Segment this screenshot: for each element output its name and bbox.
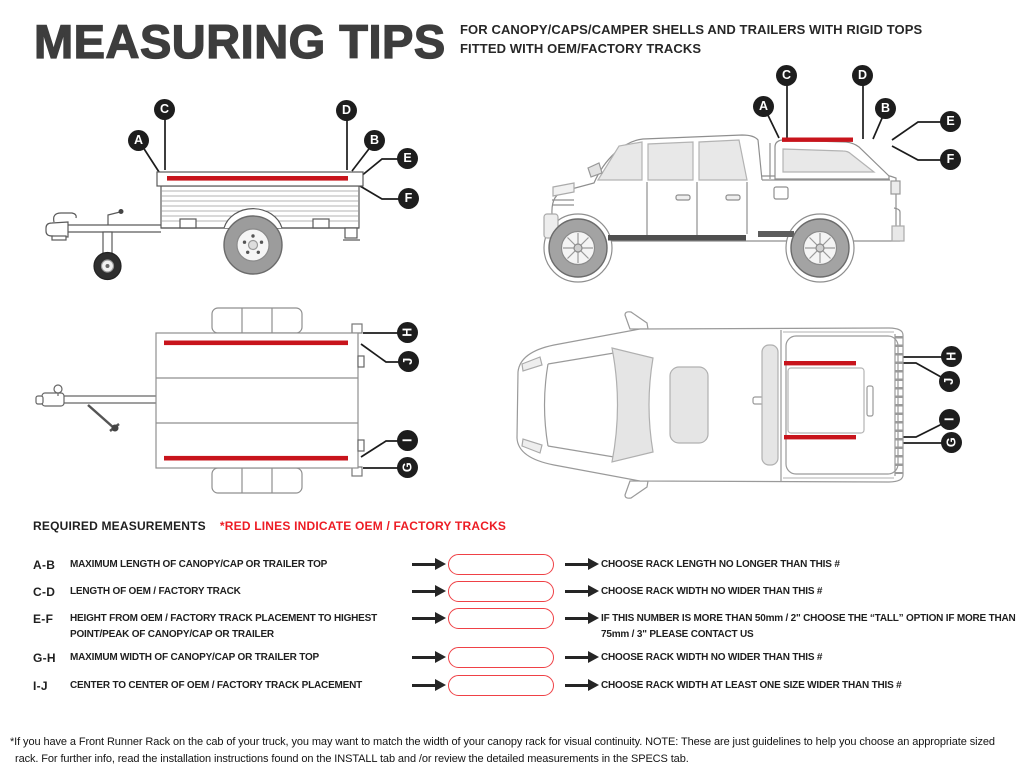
badge-letter: G [944, 437, 959, 448]
badge-letter: G [400, 462, 415, 473]
measurement-code: I-J [33, 679, 48, 693]
arrow-right-icon [565, 684, 588, 687]
legend-row [33, 519, 506, 533]
measurement-description: LENGTH OF OEM / FACTORY TRACK [70, 586, 241, 597]
arrow-right-icon [565, 590, 588, 593]
trailer-side-illustration [30, 85, 460, 300]
arrow-right-icon [412, 563, 435, 566]
badge-letter: J [401, 358, 416, 365]
badge-letter: E [403, 151, 412, 166]
badge-a [753, 96, 774, 117]
badge-letter: H [400, 327, 415, 338]
arrow-right-icon [412, 684, 435, 687]
badge-c [154, 99, 175, 120]
badge-h [941, 346, 962, 367]
badge-d [852, 65, 873, 86]
badge-letter: D [341, 103, 352, 118]
badge-letter: A [758, 99, 769, 114]
arrow-right-icon [565, 656, 588, 659]
badge-letter: I [400, 438, 415, 443]
badge-letter: D [857, 68, 868, 83]
footnote: *If you have a Front Runner Rack on the cab of your truck, you may want to match the width of your canopy rack for visual continuity. NOTE: These are just guidelines to help you choose an appropriate sized rack. For further info, read the installation instructions found on the INSTALL tab and /or review the detailed measurements in the SPECS tab. [10, 736, 995, 765]
subtitle-line-2: FITTED WITH OEM/FACTORY TRACKS [460, 40, 702, 56]
trailer-top-view-figure [30, 300, 460, 510]
badge-e [940, 111, 961, 132]
badge-f [398, 188, 419, 209]
measurement-description: MAXIMUM LENGTH OF CANOPY/CAP OR TRAILER TOP [70, 559, 328, 570]
badge-letter: C [159, 102, 170, 117]
badge-c [776, 65, 797, 86]
badge-d [336, 100, 357, 121]
subtitle-line-1: FOR CANOPY/CAPS/CAMPER SHELLS AND TRAILERS WITH RIGID TOPS [460, 22, 923, 37]
badge-letter: I [942, 417, 957, 422]
page-title: MEASURING TIPS [34, 15, 446, 68]
required-measurements-label: REQUIRED MEASUREMENTS [33, 519, 206, 533]
badge-b [364, 130, 385, 151]
measurement-input-pill[interactable] [448, 608, 554, 629]
measurement-row-ij [33, 678, 1023, 696]
badge-i [939, 409, 960, 430]
measurement-row-gh [33, 650, 1023, 668]
badge-letter: J [942, 378, 957, 385]
truck-side-view-figure [490, 60, 1024, 290]
measurement-row-ab [33, 557, 1023, 575]
badge-e [397, 148, 418, 169]
measurement-input-pill[interactable] [448, 554, 554, 575]
badge-h [397, 322, 418, 343]
badge-letter: F [404, 191, 413, 206]
measurement-description: HEIGHT FROM OEM / FACTORY TRACK PLACEMENT TO HIGHEST POINT/PEAK OF CANOPY/CAP OR TRAILER [70, 613, 378, 640]
measurement-code: C-D [33, 585, 56, 599]
measurement-result: IF THIS NUMBER IS MORE THAN 50mm / 2" CHOOSE THE “TALL” OPTION IF MORE THAN 75mm / 3" PLEASE CONTACT US [601, 613, 1016, 640]
page-subtitle [460, 21, 922, 59]
measurement-input-pill[interactable] [448, 647, 554, 668]
badge-i [397, 430, 418, 451]
arrow-right-icon [412, 617, 435, 620]
badge-j [398, 351, 419, 372]
badge-letter: F [946, 152, 955, 167]
arrow-right-icon [412, 590, 435, 593]
measurement-result: CHOOSE RACK WIDTH AT LEAST ONE SIZE WIDER THAN THIS # [601, 680, 902, 691]
measurement-result: CHOOSE RACK WIDTH NO WIDER THAN THIS # [601, 652, 823, 663]
badge-letter: B [880, 101, 891, 116]
measurement-code: G-H [33, 651, 56, 665]
measurement-code: A-B [33, 558, 56, 572]
truck-side-illustration [490, 60, 1024, 290]
measurement-input-pill[interactable] [448, 675, 554, 696]
badge-letter: H [944, 351, 959, 362]
badge-g [941, 432, 962, 453]
measurement-input-pill[interactable] [448, 581, 554, 602]
trailer-side-view-figure [30, 85, 460, 300]
measurement-row-ef [33, 611, 1023, 642]
measurement-description: CENTER TO CENTER OF OEM / FACTORY TRACK PLACEMENT [70, 680, 363, 691]
truck-top-illustration [490, 300, 1024, 510]
badge-letter: E [946, 114, 955, 129]
trailer-top-illustration [30, 300, 460, 510]
badge-a [128, 130, 149, 151]
arrow-right-icon [412, 656, 435, 659]
badge-j [939, 371, 960, 392]
badge-g [397, 457, 418, 478]
badge-letter: B [369, 133, 380, 148]
badge-b [875, 98, 896, 119]
arrow-right-icon [565, 563, 588, 566]
arrow-right-icon [565, 617, 588, 620]
badge-f [940, 149, 961, 170]
measurement-row-cd [33, 584, 1023, 602]
red-lines-note: *RED LINES INDICATE OEM / FACTORY TRACKS [219, 519, 507, 533]
measurement-result: CHOOSE RACK LENGTH NO LONGER THAN THIS # [601, 559, 840, 570]
truck-top-view-figure [490, 300, 1024, 510]
badge-letter: C [781, 68, 792, 83]
measurement-result: CHOOSE RACK WIDTH NO WIDER THAN THIS # [601, 586, 823, 597]
measurement-code: E-F [33, 612, 54, 626]
badge-letter: A [133, 133, 144, 148]
measurement-description: MAXIMUM WIDTH OF CANOPY/CAP OR TRAILER TOP [70, 652, 320, 663]
